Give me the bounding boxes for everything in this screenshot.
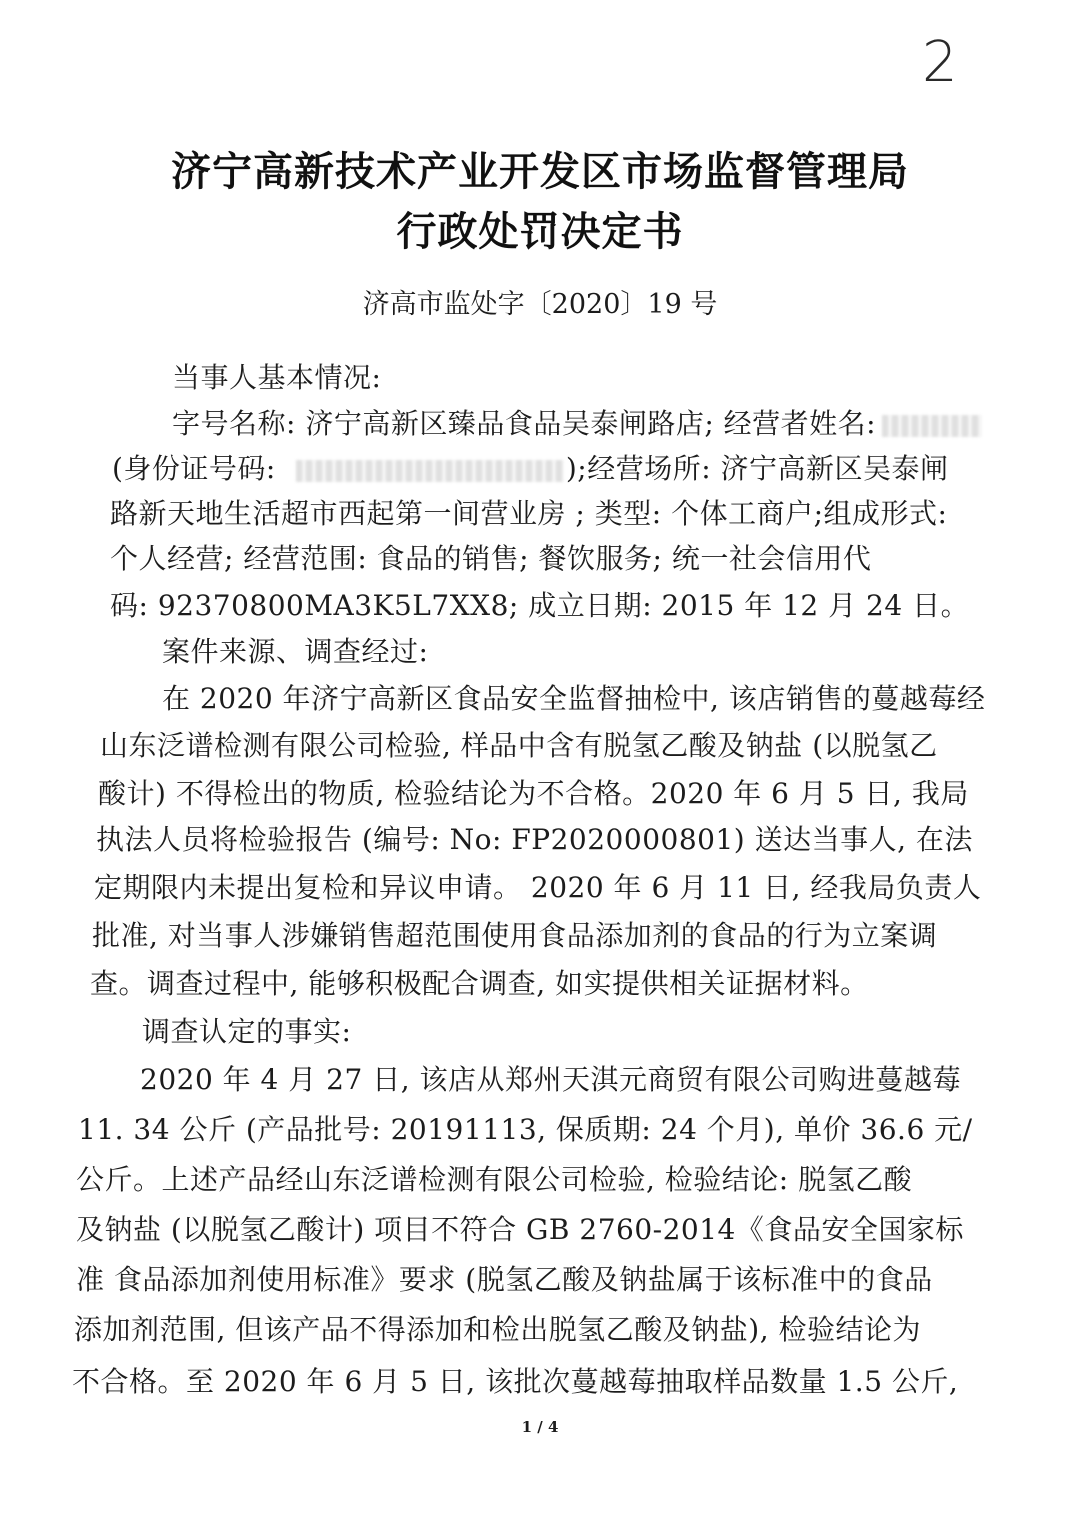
case-source-line: 查。调查过程中, 能够积极配合调查, 如实提供相关证据材料。: [90, 967, 869, 1000]
case-source-line: 执法人员将检验报告 (编号: No: FP2020000801) 送达当事人, 在法: [96, 823, 973, 856]
party-info-line: 个人经营; 经营范围: 食品的销售; 餐饮服务; 统一社会信用代: [110, 542, 872, 575]
case-source-line: 山东泛谱检测有限公司检验, 样品中含有脱氢乙酸及钠盐 (以脱氢乙: [100, 729, 938, 762]
party-id-label: (身份证号码:: [112, 452, 276, 485]
document-title-line-1: 济宁高新技术产业开发区市场监督管理局: [171, 149, 909, 195]
party-business-place: );经营场所: 济宁高新区吴泰闸: [565, 452, 949, 485]
party-trade-name-text: 字号名称: 济宁高新区臻品食品吴泰闸路店; 经营者姓名:: [172, 407, 877, 440]
facts-line: 不合格。至 2020 年 6 月 5 日, 该批次蔓越莓抽取样品数量 1.5 公斤,: [72, 1365, 959, 1398]
document-number: 济高市监处字〔2020〕19 号: [362, 289, 718, 320]
party-info-line: 路新天地生活超市西起第一间营业房 ; 类型: 个体工商户;组成形式:: [110, 497, 948, 530]
case-source-line: 定期限内未提出复检和异议申请。 2020 年 6 月 11 日, 经我局负责人: [94, 871, 982, 904]
facts-line: 2020 年 4 月 27 日, 该店从郑州天淇元商贸有限公司购进蔓越莓: [140, 1063, 962, 1096]
facts-line: 公斤。上述产品经山东泛谱检测有限公司检验, 检验结论: 脱氢乙酸: [76, 1163, 913, 1196]
case-source-line: 酸计) 不得检出的物质, 检验结论为不合格。2020 年 6 月 5 日, 我局: [98, 777, 969, 810]
case-source-line: 批准, 对当事人涉嫌销售超范围使用食品添加剂的食品的行为立案调: [92, 919, 938, 952]
case-source-line: 在 2020 年济宁高新区食品安全监督抽检中, 该店销售的蔓越莓经: [162, 682, 986, 715]
handwritten-page-mark: 2: [922, 30, 958, 95]
page-number: 1 / 4: [521, 1418, 559, 1436]
section-heading-case-source: 案件来源、调查经过:: [162, 635, 429, 668]
facts-line: 准 食品添加剂使用标准》要求 (脱氢乙酸及钠盐属于该标准中的食品: [76, 1263, 933, 1296]
facts-line: 及钠盐 (以脱氢乙酸计) 项目不符合 GB 2760-2014《食品安全国家标: [76, 1213, 964, 1246]
section-heading-facts: 调查认定的事实:: [142, 1015, 352, 1048]
document-title-line-2: 行政处罚决定书: [396, 209, 684, 255]
facts-line: 11. 34 公斤 (产品批号: 20191113, 保质期: 24 个月), 单价 36.6 元/: [78, 1113, 973, 1146]
party-trade-name-line: [172, 402, 982, 442]
redacted-operator-name: [882, 415, 982, 437]
party-info-line: 码: 92370800MA3K5L7XX8; 成立日期: 2015 年 12 月 24 日。: [110, 589, 970, 622]
facts-line: 添加剂范围, 但该产品不得添加和检出脱氢乙酸及钠盐), 检验结论为: [74, 1313, 922, 1346]
redacted-id-number: [296, 460, 564, 482]
section-heading-party-info: 当事人基本情况:: [172, 361, 382, 394]
party-id-line: [112, 447, 949, 487]
